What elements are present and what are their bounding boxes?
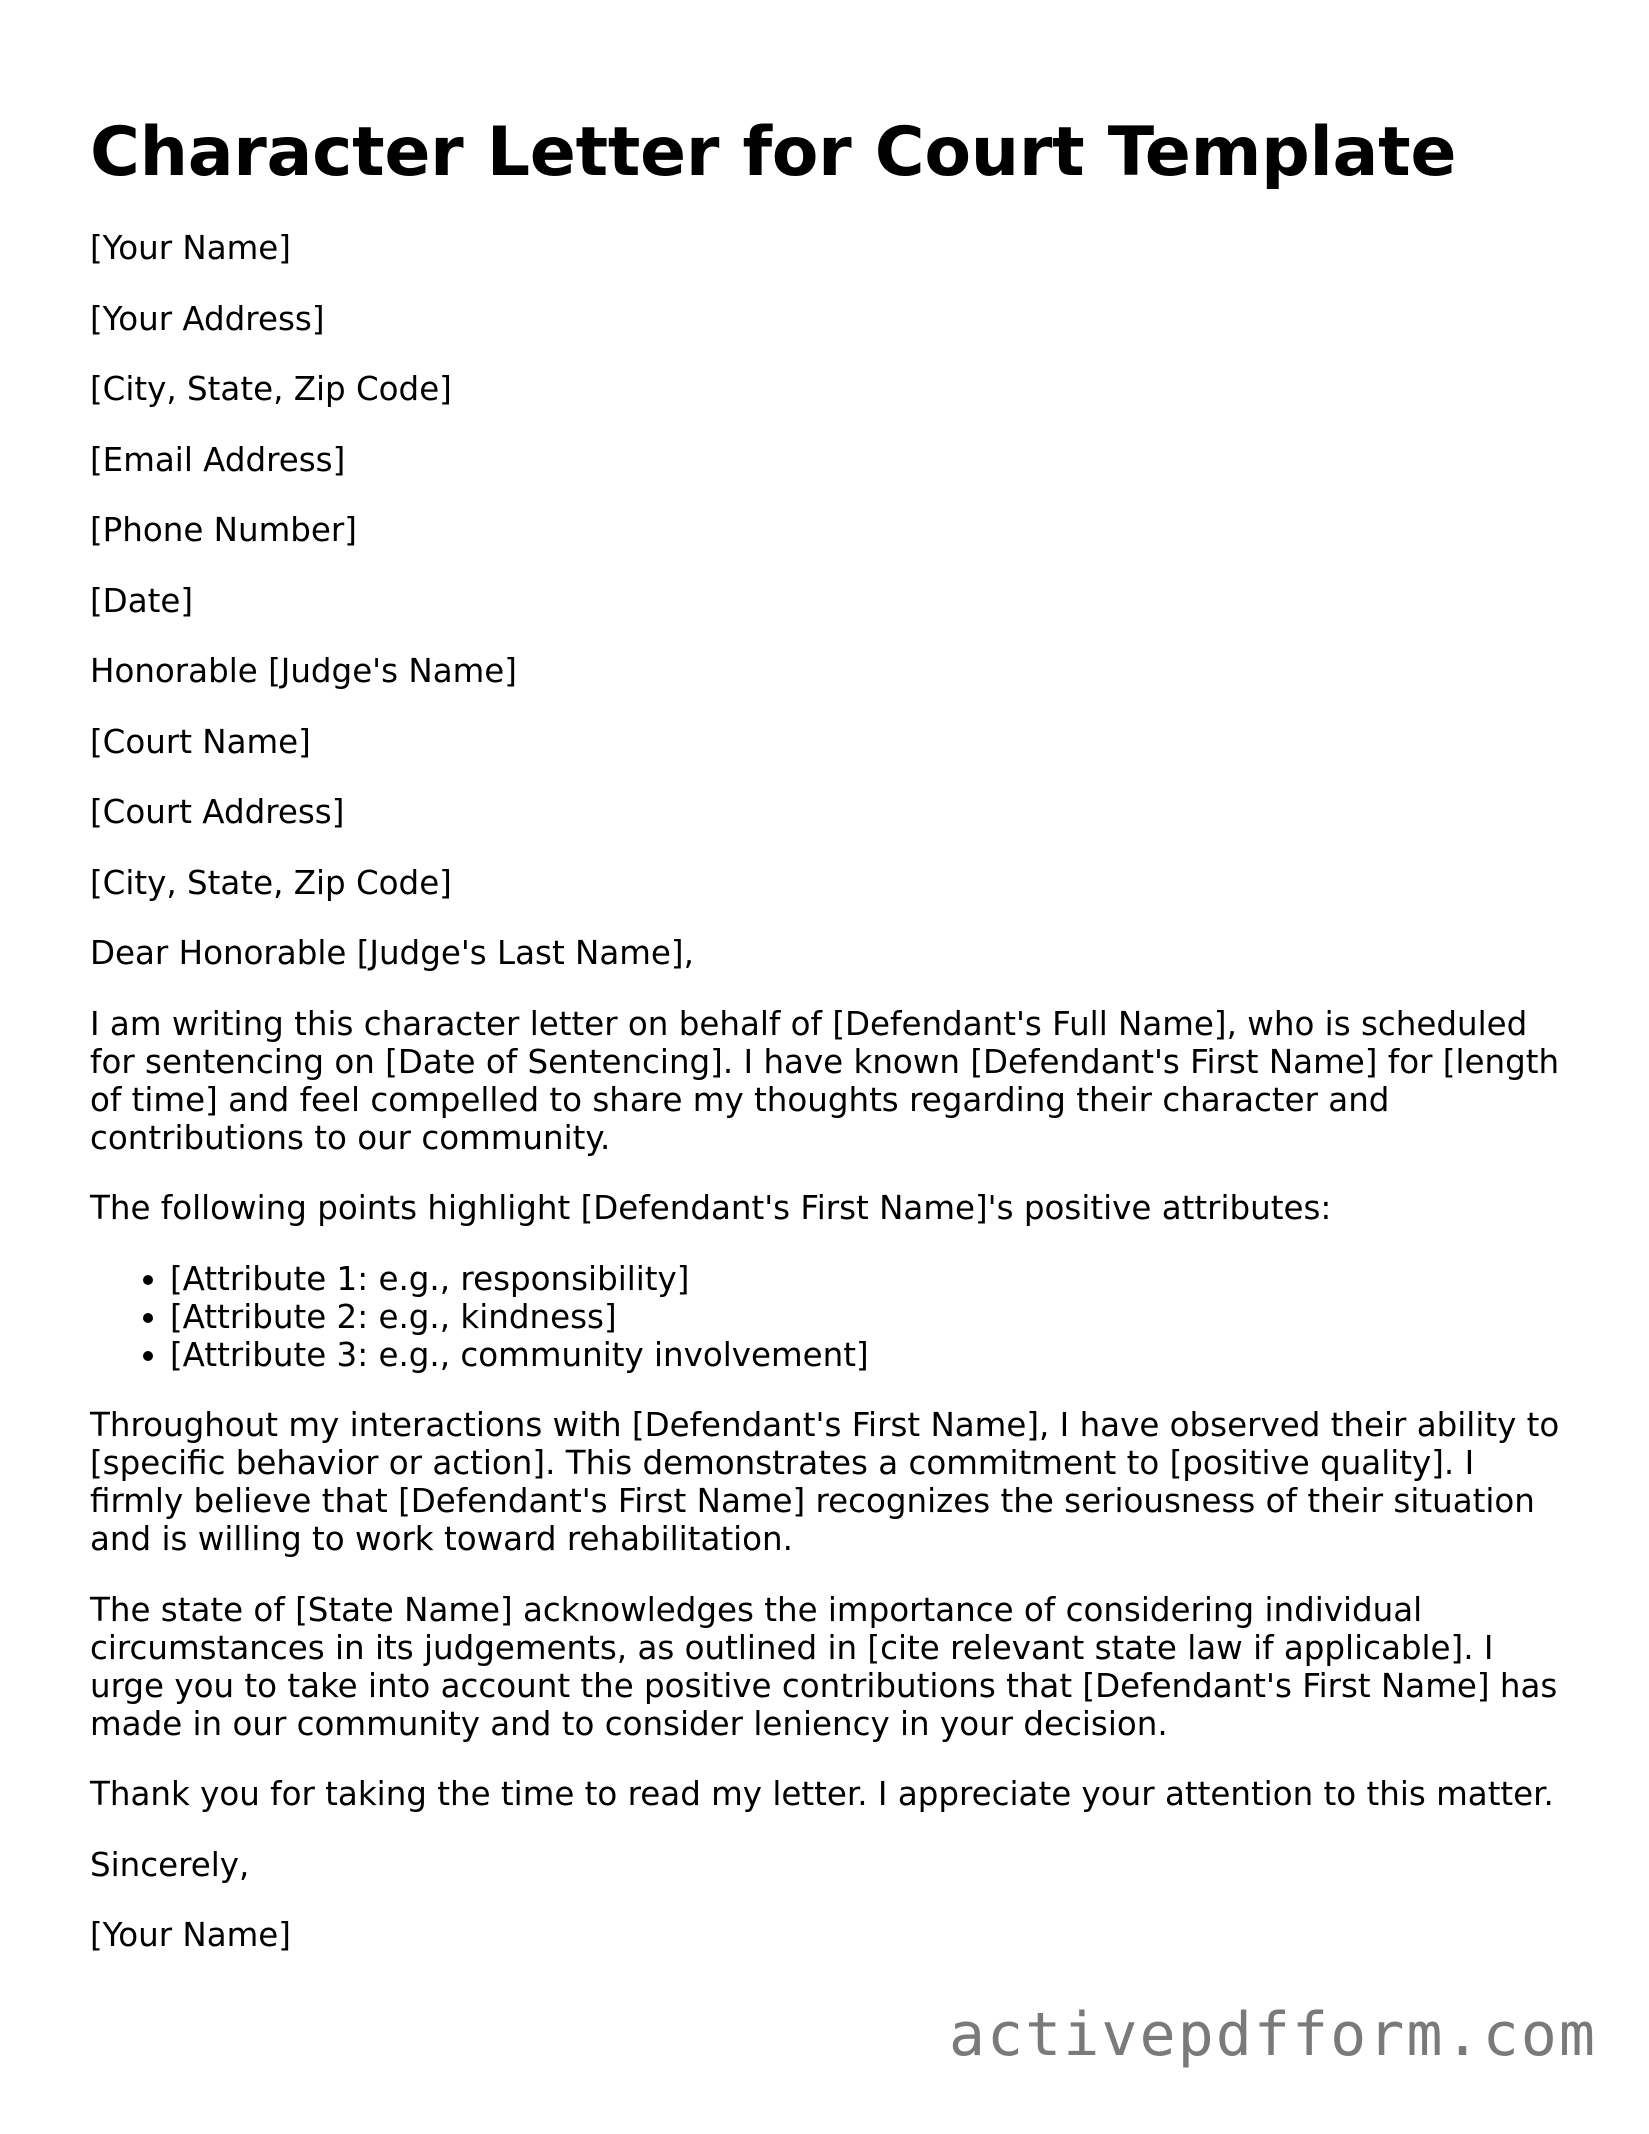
signature-name: [Your Name] (90, 1916, 291, 1954)
state-law-paragraph: The state of [State Name] acknowledges the importance of considering individual circumstances in its judgements, as outlined in [cite relevant state law if applicable]. I urge you to take into account the positive contributions that [Defendant's First Name] has made in our community and to consider leniency in your decision. (90, 1590, 1558, 1743)
page-title: Character Letter for Court Template (90, 113, 1457, 192)
closing: Sincerely, (90, 1845, 250, 1884)
recipient-city-state-zip: [City, State, Zip Code] (90, 863, 452, 902)
recipient-court-address: [Court Address] (90, 793, 345, 831)
sender-city-state-zip: [City, State, Zip Code] (90, 370, 452, 408)
list-item: • [Attribute 2: e.g., kindness] (170, 1298, 1570, 1336)
letter-page (90, 112, 1570, 1987)
sender-phone: [Phone Number] (90, 511, 357, 549)
thank-you-paragraph: Thank you for taking the time to read my letter. I appreciate your attention to this matter. (90, 1775, 1554, 1813)
attributes-intro: The following points highlight [Defendant's First Name]'s positive attributes: (90, 1189, 1332, 1227)
sender-name: [Your Name] (90, 229, 291, 267)
sender-email: [Email Address] (90, 440, 346, 479)
intro-paragraph: I am writing this character letter on behalf of [Defendant's Full Name], who is scheduled for sentencing on [Date of Sentencing]. I have known [Defendant's First Name] for [length of time] and feel compelled to share my thoughts regarding their character and contributions to our community. (90, 1004, 1560, 1157)
sender-address: [Your Address] (90, 299, 325, 338)
letter-date: [Date] (90, 581, 194, 620)
recipient-judge: Honorable [Judge's Name] (90, 652, 517, 690)
list-item: • [Attribute 3: e.g., community involvement] (170, 1336, 1570, 1374)
observations-paragraph: Throughout my interactions with [Defendant's First Name], I have observed their ability to [specific behavior or action]. This demonstrates a commitment to [positive quality]. I firmly believe that [Defendant's First Name] recognizes the seriousness of their situation and is willing to work toward rehabilitation. (90, 1406, 1560, 1558)
watermark: activepdfform.com (948, 2000, 1597, 2070)
salutation: Dear Honorable [Judge's Last Name], (90, 934, 694, 972)
list-item: • [Attribute 1: e.g., responsibility] (170, 1260, 1570, 1298)
attributes-list (90, 1260, 1570, 1374)
recipient-court-name: [Court Name] (90, 722, 311, 761)
letter-body (90, 229, 1570, 1954)
